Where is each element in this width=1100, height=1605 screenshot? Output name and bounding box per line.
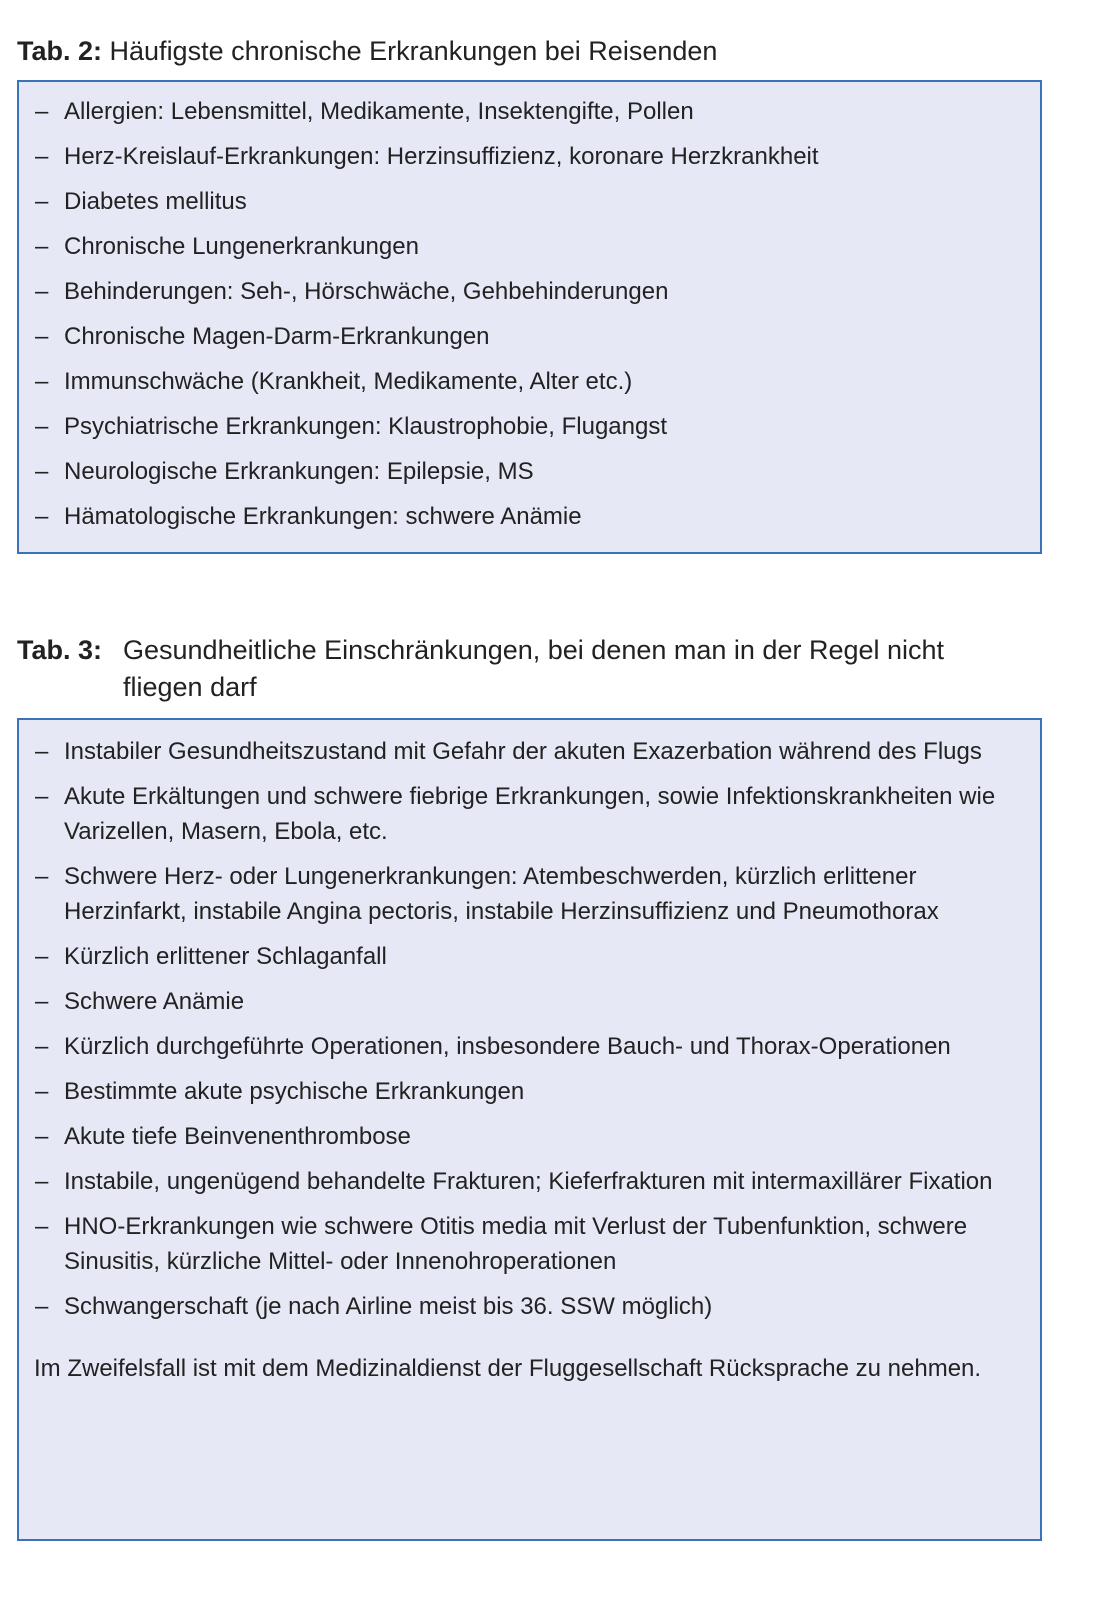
dash-bullet: –: [35, 143, 49, 170]
list-item-text: Chronische Lungenerkrankungen: [64, 233, 419, 260]
dash-bullet: –: [35, 458, 49, 485]
list-item-text: Herz-Kreislauf-Erkrankungen: Herzinsuffizienz, koronare Herzkrankheit: [64, 143, 819, 170]
list-item-text: Akute Erkältungen und schwere fiebrige Erkrankungen, sowie Infektionskrankheiten wie Varizellen, Masern, Ebola, etc.: [64, 783, 996, 845]
dash-bullet: –: [35, 98, 49, 125]
dash-bullet: –: [35, 368, 49, 395]
list-item: [19, 859, 1040, 929]
dash-bullet: –: [35, 988, 49, 1015]
table3-label: Tab. 3:: [17, 635, 103, 665]
list-item-text: Bestimmte akute psychische Erkrankungen: [64, 1078, 525, 1105]
list-item: [19, 499, 1040, 534]
table3-heading: [17, 632, 1023, 706]
table2-heading: [17, 33, 717, 70]
list-item-text: Schwere Anämie: [64, 988, 245, 1015]
dash-bullet: –: [35, 783, 49, 810]
list-item: [19, 364, 1040, 399]
list-item-text: Hämatologische Erkrankungen: schwere Anämie: [64, 503, 582, 530]
list-item-text: Schwere Herz- oder Lungenerkrankungen: Atembeschwerden, kürzlich erlittener Herzinfarkt, instabile Angina pectoris, instabile Herzinsuffizienz und Pneumothorax: [64, 863, 939, 925]
dash-bullet: –: [35, 278, 49, 305]
table2-box: [17, 80, 1042, 554]
dash-bullet: –: [35, 233, 49, 260]
list-item: [19, 939, 1040, 974]
table3-list: [19, 734, 1040, 1324]
list-item: [19, 1164, 1040, 1199]
table2-label: Tab. 2:: [17, 36, 103, 66]
list-item: [19, 184, 1040, 219]
list-item-text: Immunschwäche (Krankheit, Medikamente, Alter etc.): [64, 368, 633, 395]
list-item-text: Instabile, ungenügend behandelte Frakturen; Kieferfrakturen mit intermaxillärer Fixation: [64, 1168, 993, 1195]
list-item: [19, 454, 1040, 489]
dash-bullet: –: [35, 1293, 49, 1320]
dash-bullet: –: [35, 188, 49, 215]
list-item: [19, 1074, 1040, 1109]
list-item: [19, 1209, 1040, 1279]
dash-bullet: –: [35, 1168, 49, 1195]
dash-bullet: –: [35, 943, 49, 970]
list-item: [19, 1289, 1040, 1324]
list-item: [19, 734, 1040, 769]
table3-title: Gesundheitliche Einschränkungen, bei denen man in der Regel nicht fliegen darf: [123, 635, 945, 702]
list-item-text: Neurologische Erkrankungen: Epilepsie, MS: [64, 458, 534, 485]
list-item-text: Allergien: Lebensmittel, Medikamente, Insektengifte, Pollen: [64, 98, 694, 125]
dash-bullet: –: [35, 1123, 49, 1150]
list-item-text: Kürzlich erlittener Schlaganfall: [64, 943, 387, 970]
list-item: [19, 319, 1040, 354]
list-item-text: Akute tiefe Beinvenenthrombose: [64, 1123, 411, 1150]
dash-bullet: –: [35, 323, 49, 350]
list-item-text: Kürzlich durchgeführte Operationen, insbesondere Bauch- und Thorax-Operationen: [64, 1033, 951, 1060]
dash-bullet: –: [35, 1078, 49, 1105]
list-item: [19, 94, 1040, 129]
list-item: [19, 984, 1040, 1019]
dash-bullet: –: [35, 1213, 49, 1240]
list-item: [19, 229, 1040, 264]
table3-note: Im Zweifelsfall ist mit dem Medizinaldienst der Fluggesellschaft Rücksprache zu nehmen.: [34, 1355, 982, 1382]
list-item-text: Schwangerschaft (je nach Airline meist bis 36. SSW möglich): [64, 1293, 713, 1320]
dash-bullet: –: [35, 503, 49, 530]
dash-bullet: –: [35, 863, 49, 890]
list-item-text: Psychiatrische Erkrankungen: Klaustrophobie, Flugangst: [64, 413, 667, 440]
table2-list: [19, 94, 1040, 534]
table2-title: Häufigste chronische Erkrankungen bei Reisenden: [109, 36, 718, 66]
list-item: [19, 779, 1040, 849]
dash-bullet: –: [35, 738, 49, 765]
list-item-text: Chronische Magen-Darm-Erkrankungen: [64, 323, 490, 350]
list-item: [19, 1029, 1040, 1064]
dash-bullet: –: [35, 1033, 49, 1060]
table3-box: [17, 718, 1042, 1541]
list-item: [19, 274, 1040, 309]
list-item-text: HNO-Erkrankungen wie schwere Otitis media mit Verlust der Tubenfunktion, schwere Sinusitis, kürzliche Mittel- oder Innenohroperationen: [64, 1213, 968, 1275]
dash-bullet: –: [35, 413, 49, 440]
list-item: [19, 139, 1040, 174]
list-item-text: Instabiler Gesundheitszustand mit Gefahr der akuten Exazerbation während des Flugs: [64, 738, 982, 765]
list-item: [19, 1119, 1040, 1154]
list-item-text: Behinderungen: Seh-, Hörschwäche, Gehbehinderungen: [64, 278, 669, 305]
list-item: [19, 409, 1040, 444]
list-item-text: Diabetes mellitus: [64, 188, 247, 215]
